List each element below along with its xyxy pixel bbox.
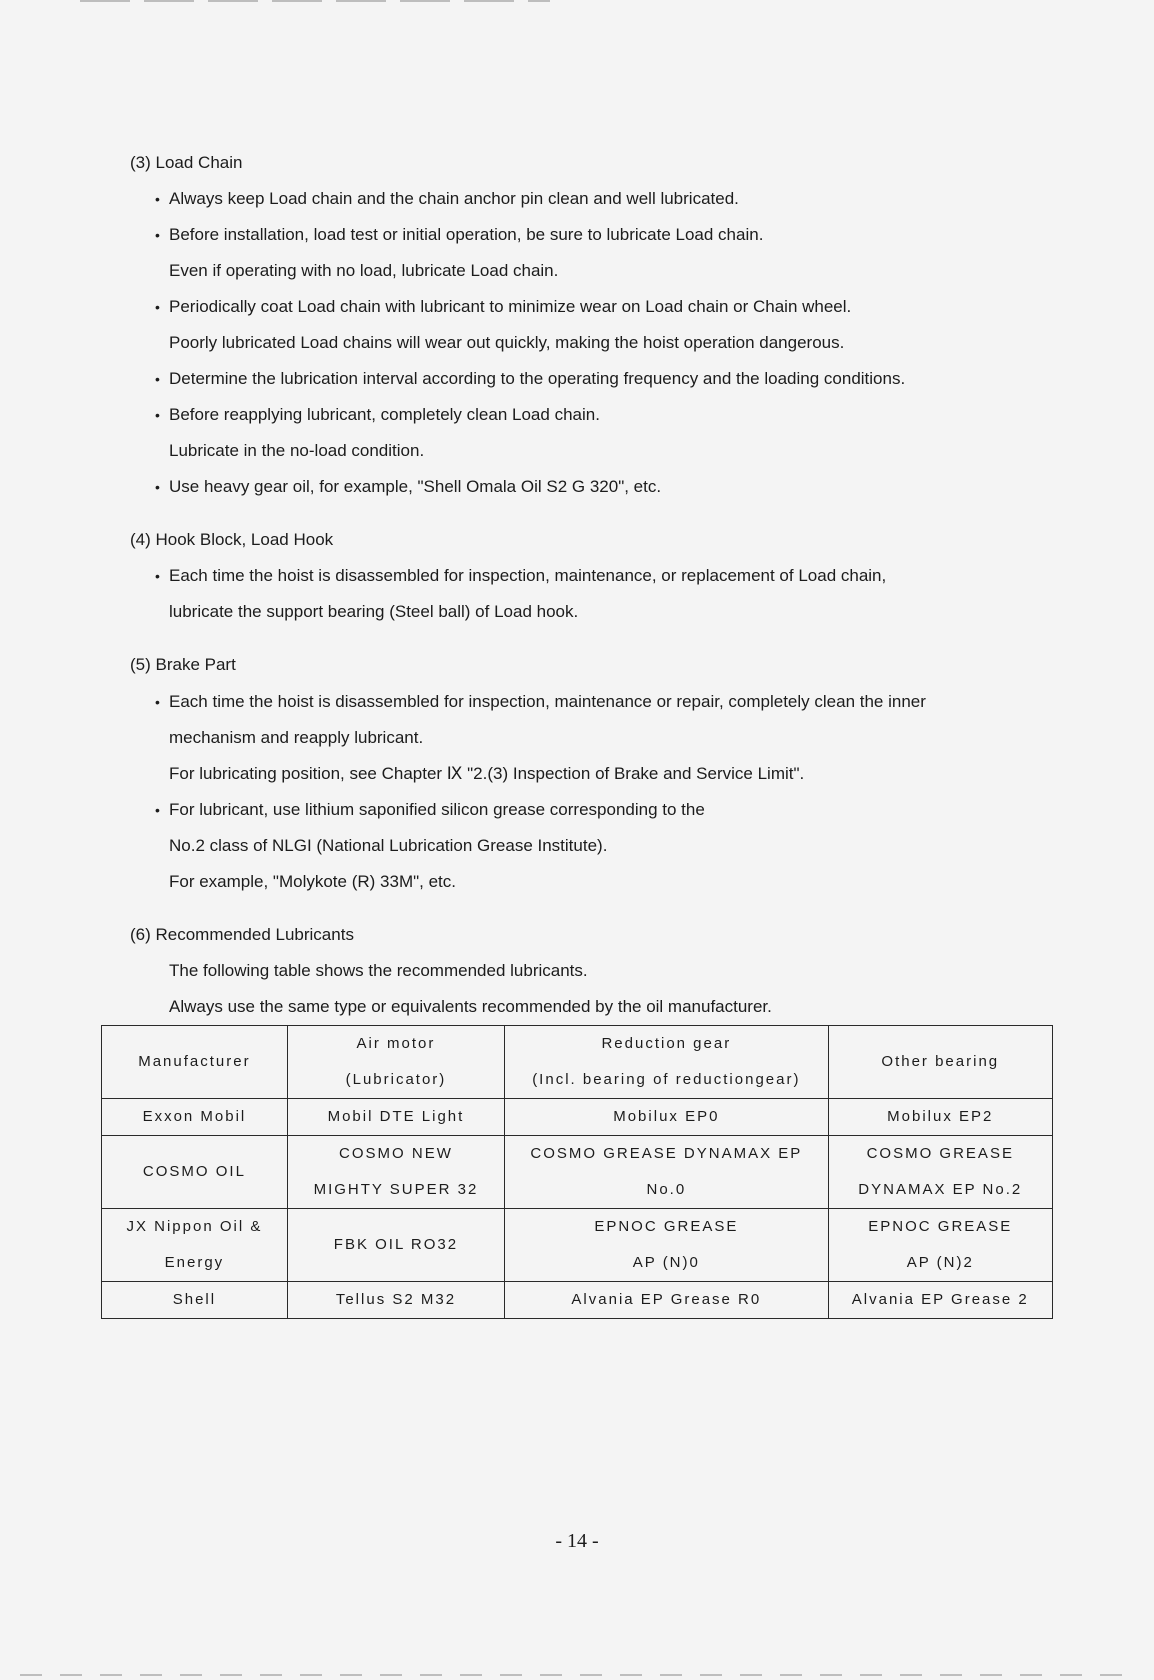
section-heading-brake-part: (5) Brake Part [130, 655, 236, 674]
section-heading-load-chain: (3) Load Chain [130, 153, 243, 172]
text-line: mechanism and reapply lubricant. [169, 728, 424, 747]
cell-other-bearing: Alvania EP Grease 2 [828, 1282, 1052, 1319]
text-line: Before installation, load test or initial operation, be sure to lubricate Load chain. [169, 225, 764, 244]
text-line: Determine the lubrication interval according to the operating frequency and the loading conditions. [169, 369, 906, 388]
cell-reduction-gear: Alvania EP Grease R0 [505, 1282, 828, 1319]
scan-edge-top [80, 0, 550, 2]
bullet-icon: • [155, 694, 160, 710]
bullet-icon: • [155, 802, 160, 818]
text-line: The following table shows the recommended lubricants. [169, 961, 588, 980]
table-row [102, 1209, 1053, 1282]
text-line: Poorly lubricated Load chains will wear out quickly, making the hoist operation dangerous. [169, 333, 845, 352]
bullet-icon: • [155, 227, 160, 243]
cell-air-motor: Tellus S2 M32 [287, 1282, 504, 1319]
header-manufacturer: Manufacturer [102, 1026, 288, 1099]
text-line: No.2 class of NLGI (National Lubrication Grease Institute). [169, 836, 608, 855]
text-line: Periodically coat Load chain with lubricant to minimize wear on Load chain or Chain wheel. [169, 297, 852, 316]
text-line: Use heavy gear oil, for example, "Shell Omala Oil S2 G 320", etc. [169, 477, 662, 496]
text-line: For lubricant, use lithium saponified silicon grease corresponding to the [169, 800, 705, 819]
table-row [102, 1282, 1053, 1319]
header-air-motor: Air motor (Lubricator) [287, 1026, 504, 1099]
cell-air-motor: FBK OIL RO32 [287, 1209, 504, 1282]
bullet-icon: • [155, 479, 160, 495]
bullet-icon: • [155, 299, 160, 315]
text-line: Always keep Load chain and the chain anchor pin clean and well lubricated. [169, 189, 739, 208]
cell-other-bearing: COSMO GREASE DYNAMAX EP No.2 [828, 1136, 1052, 1209]
cell-manufacturer: COSMO OIL [102, 1136, 288, 1209]
table-row [102, 1099, 1053, 1136]
bullet-icon: • [155, 191, 160, 207]
text-line: Even if operating with no load, lubricate Load chain. [169, 261, 559, 280]
cell-reduction-gear: COSMO GREASE DYNAMAX EP No.0 [505, 1136, 828, 1209]
cell-reduction-gear: EPNOC GREASE AP (N)0 [505, 1209, 828, 1282]
scan-edge-bottom [20, 1674, 1130, 1676]
text-line: Before reapplying lubricant, completely clean Load chain. [169, 405, 600, 424]
text-line: Each time the hoist is disassembled for inspection, maintenance or repair, completely clean the inner [169, 692, 926, 711]
text-line: Lubricate in the no-load condition. [169, 441, 425, 460]
cell-manufacturer: Exxon Mobil [102, 1099, 288, 1136]
cell-air-motor: COSMO NEW MIGHTY SUPER 32 [287, 1136, 504, 1209]
section-heading-recommended-lubricants: (6) Recommended Lubricants [130, 925, 354, 944]
text-line: For example, "Molykote (R) 33M", etc. [169, 872, 456, 891]
bullet-icon: • [155, 407, 160, 423]
cell-manufacturer: JX Nippon Oil & Energy [102, 1209, 288, 1282]
cell-air-motor: Mobil DTE Light [287, 1099, 504, 1136]
bullet-icon: • [155, 371, 160, 387]
cell-reduction-gear: Mobilux EP0 [505, 1099, 828, 1136]
section-heading-hook-block: (4) Hook Block, Load Hook [130, 530, 334, 549]
bullet-icon: • [155, 568, 160, 584]
lubricants-table [101, 1025, 1053, 1319]
page-number: - 14 - [555, 1530, 599, 1552]
cell-other-bearing: EPNOC GREASE AP (N)2 [828, 1209, 1052, 1282]
text-line: Each time the hoist is disassembled for inspection, maintenance, or replacement of Load chain, [169, 566, 887, 585]
header-other-bearing: Other bearing [828, 1026, 1052, 1099]
cell-manufacturer: Shell [102, 1282, 288, 1319]
header-reduction-gear: Reduction gear (Incl. bearing of reductiongear) [505, 1026, 828, 1099]
table-header-row [102, 1026, 1053, 1099]
text-line: Always use the same type or equivalents recommended by the oil manufacturer. [169, 997, 772, 1016]
text-line: For lubricating position, see Chapter Ⅸ "2.(3) Inspection of Brake and Service Limit". [169, 764, 805, 783]
table-row [102, 1136, 1053, 1209]
text-line: lubricate the support bearing (Steel ball) of Load hook. [169, 602, 579, 621]
cell-other-bearing: Mobilux EP2 [828, 1099, 1052, 1136]
